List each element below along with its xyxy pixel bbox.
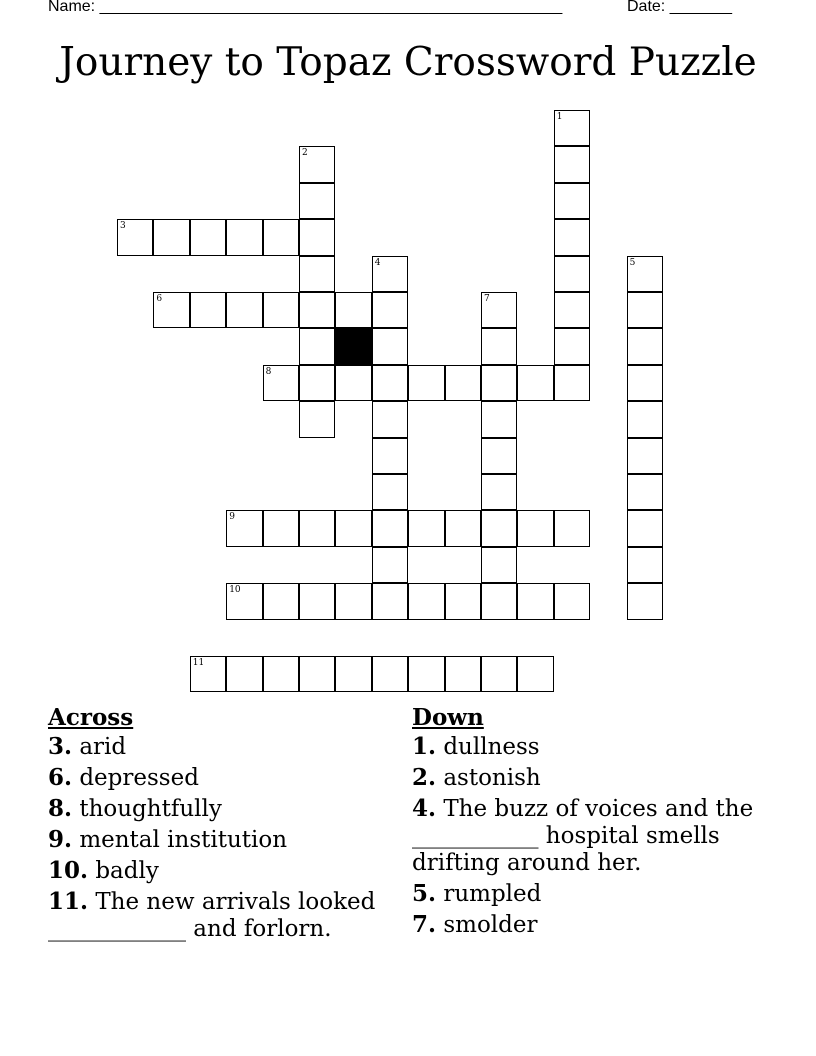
down-clue — [412, 911, 757, 939]
grid-cell[interactable] — [481, 292, 517, 328]
grid-cell[interactable] — [372, 438, 408, 474]
clue-number-label: 7 — [484, 294, 490, 304]
grid-cell[interactable] — [299, 219, 335, 255]
grid-cell[interactable] — [554, 292, 590, 328]
across-clue — [48, 888, 393, 943]
grid-cell[interactable] — [408, 365, 444, 401]
grid-cell[interactable] — [481, 365, 517, 401]
clue-number: 11. — [48, 888, 89, 915]
clue-number: 1. — [412, 733, 437, 760]
grid-cell[interactable] — [517, 365, 553, 401]
grid-cell[interactable] — [263, 510, 299, 546]
grid-cell[interactable] — [554, 328, 590, 364]
grid-cell[interactable] — [335, 292, 371, 328]
down-clue — [412, 733, 757, 761]
clue-number-label: 8 — [265, 366, 272, 377]
grid-cell[interactable] — [263, 583, 299, 619]
grid-cell[interactable] — [627, 510, 663, 546]
down-clues — [412, 703, 757, 942]
grid-cell[interactable] — [372, 583, 408, 619]
across-clue — [48, 764, 393, 792]
clue-text: arid — [79, 734, 127, 760]
grid-cell[interactable] — [481, 328, 517, 364]
grid-cell[interactable] — [263, 365, 299, 401]
clue-text: rumpled — [443, 881, 542, 907]
grid-cell[interactable] — [481, 438, 517, 474]
across-clue — [48, 733, 393, 761]
grid-cell[interactable] — [554, 219, 590, 255]
clue-text: depressed — [79, 765, 199, 791]
clue-number-label: 2 — [302, 148, 308, 159]
grid-cell[interactable] — [117, 219, 153, 255]
grid-cell[interactable] — [299, 256, 335, 292]
grid-cell[interactable] — [445, 510, 481, 546]
clue-text: thoughtfully — [79, 796, 222, 822]
down-heading: Down — [412, 704, 484, 731]
clue-number: 8. — [48, 795, 73, 822]
clue-number: 4. — [412, 795, 437, 822]
grid-cell[interactable] — [554, 183, 590, 219]
clue-number: 9. — [48, 826, 73, 853]
grid-cell[interactable] — [372, 256, 408, 292]
grid-cell[interactable] — [627, 474, 663, 510]
grid-cell[interactable] — [372, 547, 408, 583]
grid-cell[interactable] — [299, 365, 335, 401]
grid-cell[interactable] — [190, 219, 226, 255]
grid-cell[interactable] — [372, 656, 408, 692]
clue-text: astonish — [443, 765, 541, 791]
grid-cell[interactable] — [627, 438, 663, 474]
grid-cell[interactable] — [554, 256, 590, 292]
across-heading: Across — [48, 704, 134, 731]
clue-number-label: 1 — [556, 112, 563, 122]
grid-cell[interactable] — [299, 183, 335, 219]
grid-cell[interactable] — [408, 656, 444, 692]
clue-number-label: 4 — [374, 257, 381, 268]
grid-cell[interactable] — [226, 292, 262, 328]
clue-number-label: 10 — [229, 585, 241, 596]
clue-number-label: 5 — [629, 257, 636, 268]
grid-cell[interactable] — [263, 656, 299, 692]
across-clue — [48, 795, 393, 823]
grid-cell[interactable] — [335, 583, 371, 619]
clue-number: 10. — [48, 857, 89, 884]
grid-cell[interactable] — [226, 583, 262, 619]
grid-cell[interactable] — [627, 292, 663, 328]
grid-cell[interactable] — [335, 656, 371, 692]
grid-cell[interactable] — [299, 401, 335, 437]
clue-text: dullness — [443, 734, 540, 760]
down-clue — [412, 795, 757, 877]
grid-cell[interactable] — [372, 328, 408, 364]
grid-cell[interactable] — [627, 583, 663, 619]
grid-cell[interactable] — [226, 219, 262, 255]
grid-cell[interactable] — [263, 219, 299, 255]
grid-cell[interactable] — [408, 510, 444, 546]
grid-cell[interactable] — [517, 510, 553, 546]
grid-cell[interactable] — [627, 256, 663, 292]
grid-cell[interactable] — [517, 583, 553, 619]
date-field-label: Date: _______ — [627, 0, 732, 15]
grid-cell[interactable] — [153, 292, 189, 328]
page-title: Journey to Topaz Crossword Puzzle — [59, 40, 757, 85]
grid-cell[interactable] — [299, 510, 335, 546]
grid-cell[interactable] — [445, 583, 481, 619]
across-clue — [48, 857, 393, 885]
down-clue — [412, 764, 757, 792]
clue-text: smolder — [443, 912, 538, 938]
clue-number-label: 6 — [156, 294, 163, 304]
across-clue — [48, 826, 393, 854]
grid-cell[interactable] — [627, 328, 663, 364]
black-cell — [335, 328, 371, 364]
across-clues — [48, 703, 393, 946]
grid-cell[interactable] — [226, 510, 262, 546]
grid-cell[interactable] — [299, 583, 335, 619]
grid-cell[interactable] — [481, 474, 517, 510]
grid-cell[interactable] — [335, 365, 371, 401]
clue-number-label: 9 — [229, 512, 235, 523]
grid-cell[interactable] — [517, 656, 553, 692]
grid-cell[interactable] — [372, 365, 408, 401]
grid-cell[interactable] — [190, 656, 226, 692]
grid-cell[interactable] — [554, 510, 590, 546]
grid-cell[interactable] — [481, 583, 517, 619]
grid-cell[interactable] — [481, 547, 517, 583]
clue-number: 3. — [48, 733, 73, 760]
grid-cell[interactable] — [554, 365, 590, 401]
grid-cell[interactable] — [372, 292, 408, 328]
grid-cell[interactable] — [299, 656, 335, 692]
grid-cell[interactable] — [299, 292, 335, 328]
grid-cell[interactable] — [372, 474, 408, 510]
grid-cell[interactable] — [445, 656, 481, 692]
down-clue — [412, 880, 757, 908]
grid-cell[interactable] — [190, 292, 226, 328]
grid-cell[interactable] — [481, 656, 517, 692]
grid-cell[interactable] — [627, 365, 663, 401]
clue-text: badly — [95, 858, 159, 884]
clue-number: 7. — [412, 911, 437, 938]
grid-cell[interactable] — [335, 510, 371, 546]
name-field-label: Name: ____________________________________________________ — [48, 0, 563, 15]
grid-cell[interactable] — [226, 656, 262, 692]
grid-cell[interactable] — [408, 583, 444, 619]
clue-text: The buzz of voices and the ___________ hospital smells drifting around her. — [412, 796, 754, 876]
clue-number-label: 11 — [192, 658, 205, 668]
grid-cell[interactable] — [481, 401, 517, 437]
clue-number: 2. — [412, 764, 437, 791]
clue-text: mental institution — [79, 827, 288, 853]
clue-number: 5. — [412, 880, 437, 907]
grid-cell[interactable] — [554, 146, 590, 182]
grid-cell[interactable] — [372, 510, 408, 546]
grid-cell[interactable] — [299, 328, 335, 364]
grid-cell[interactable] — [372, 401, 408, 437]
grid-cell[interactable] — [263, 292, 299, 328]
clue-text: The new arrivals looked ____________ and forlorn. — [48, 889, 376, 942]
grid-cell[interactable] — [554, 110, 590, 146]
grid-cell[interactable] — [299, 146, 335, 182]
grid-cell[interactable] — [445, 365, 481, 401]
grid-cell[interactable] — [627, 401, 663, 437]
grid-cell[interactable] — [627, 547, 663, 583]
grid-cell[interactable] — [481, 510, 517, 546]
grid-cell[interactable] — [554, 583, 590, 619]
clue-number-label: 3 — [120, 221, 126, 232]
clue-number: 6. — [48, 764, 73, 791]
grid-cell[interactable] — [153, 219, 189, 255]
